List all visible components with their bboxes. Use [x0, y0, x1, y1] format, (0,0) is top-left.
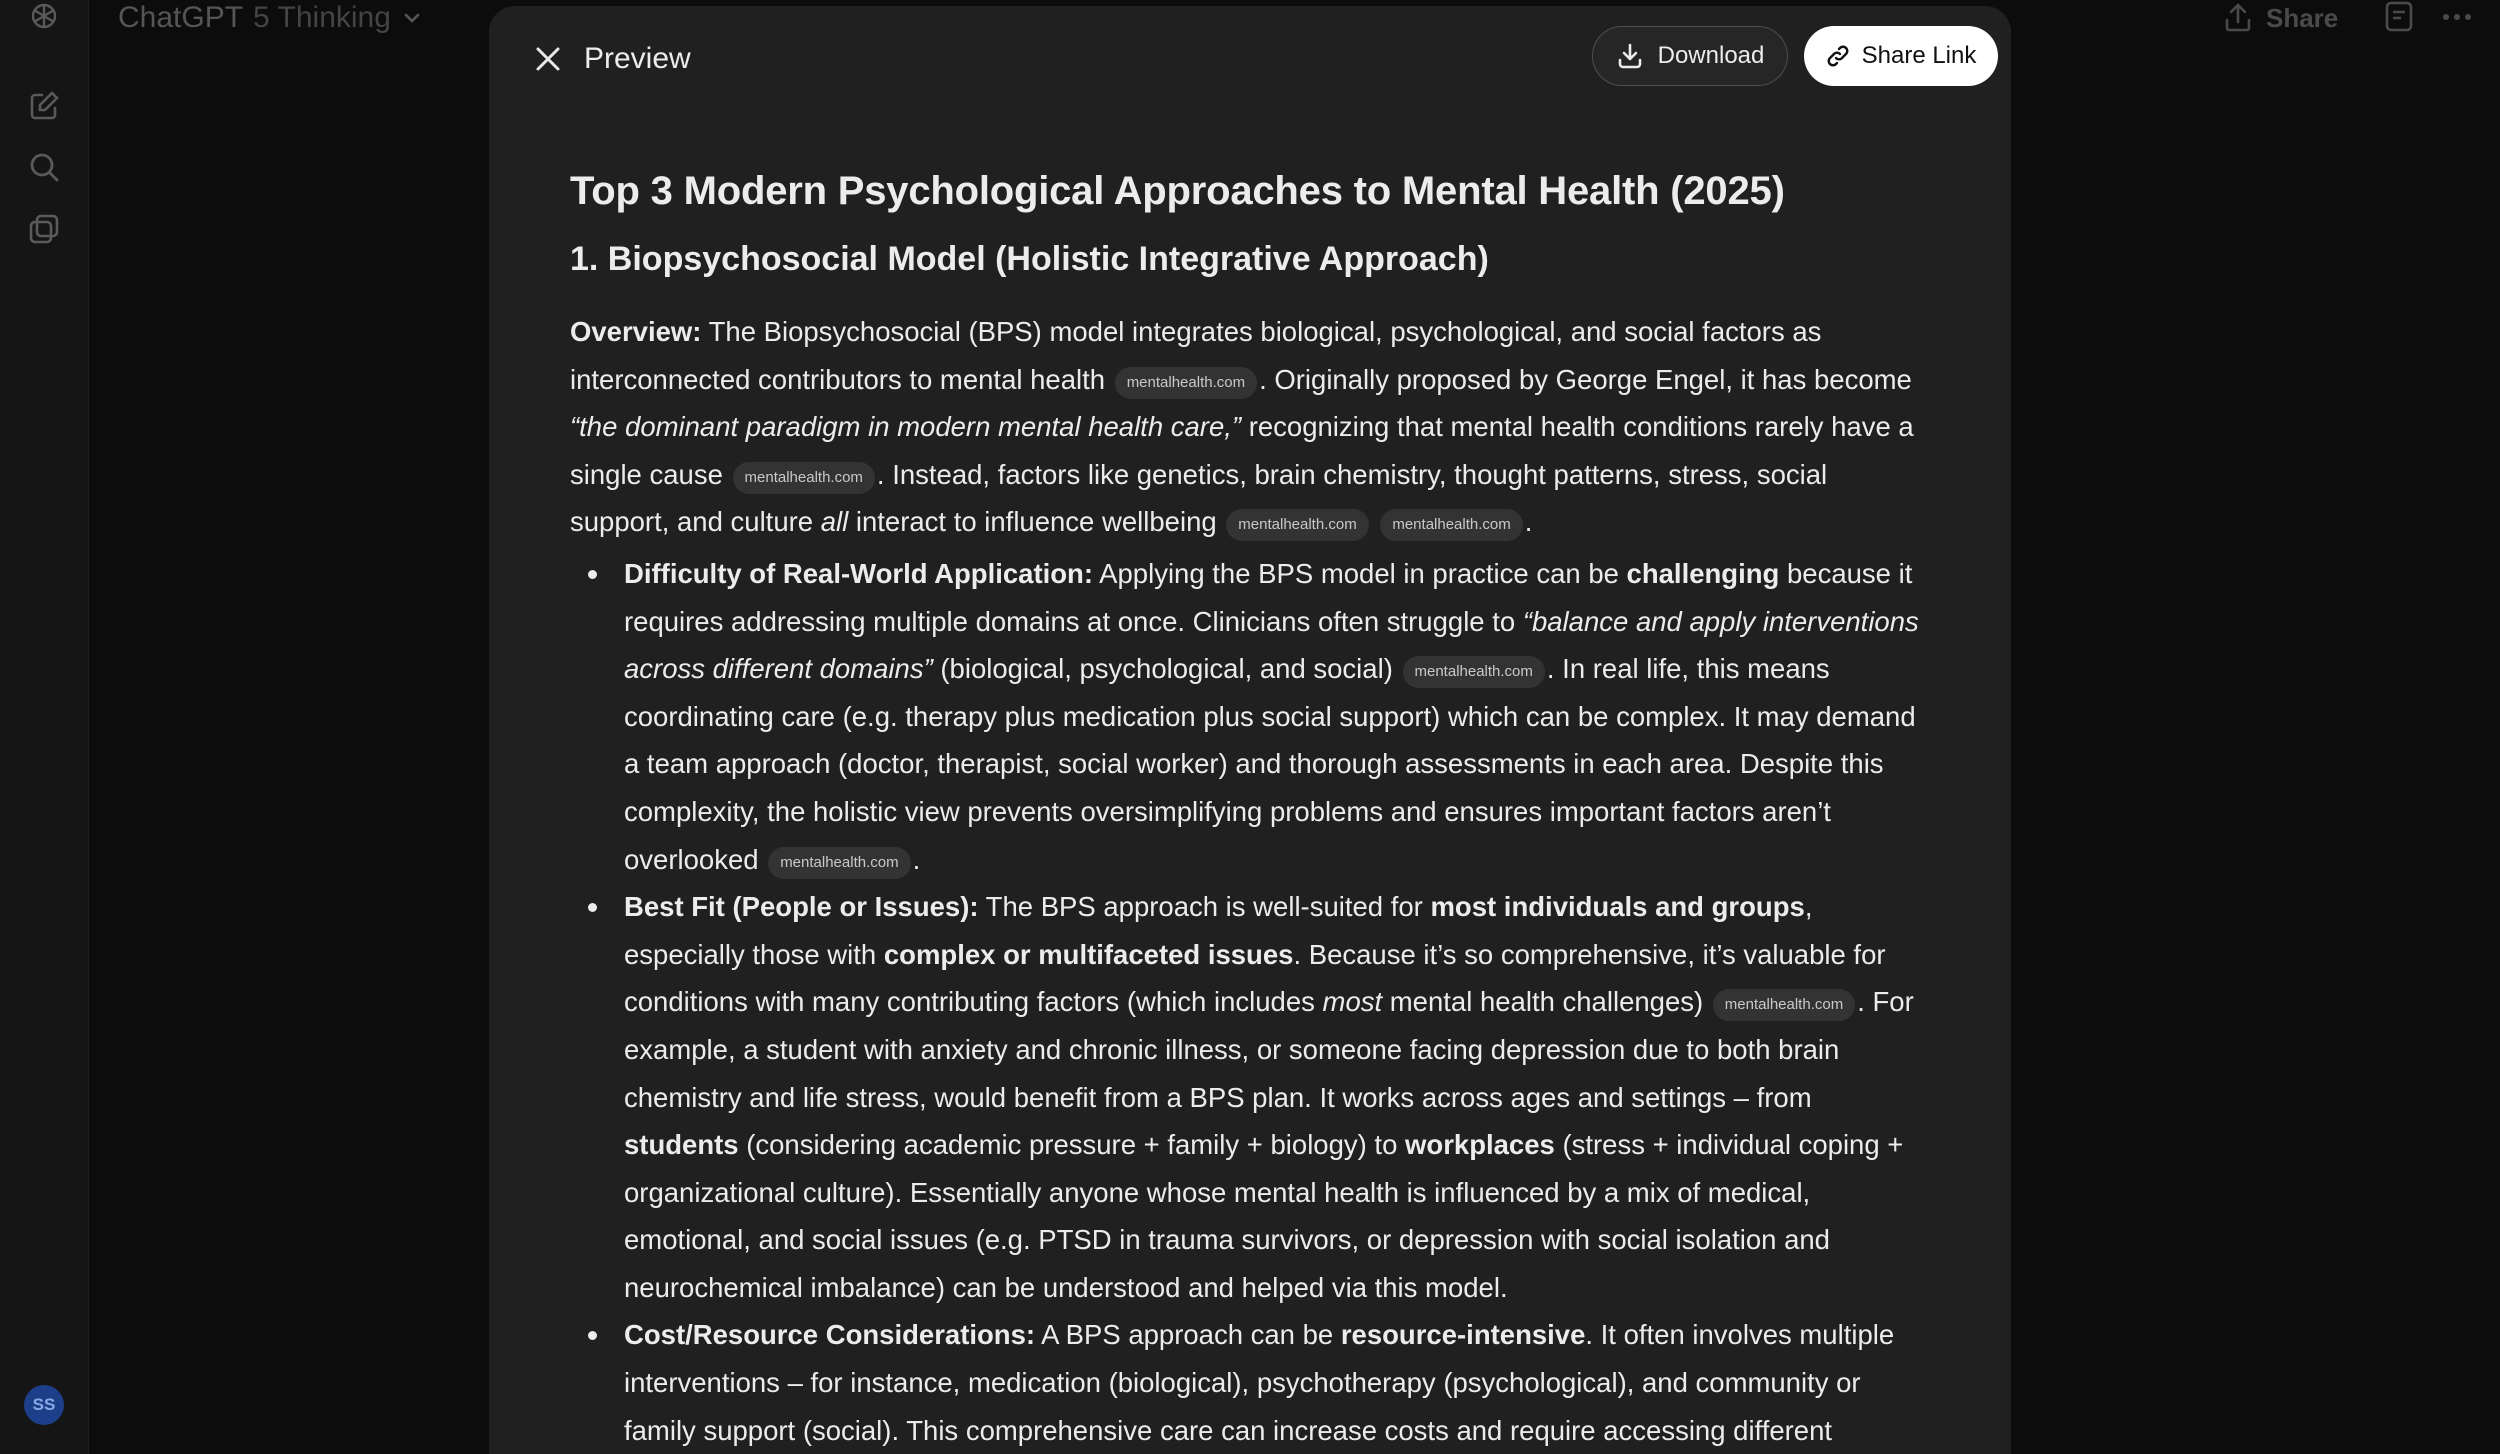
overview-paragraph	[570, 308, 1930, 546]
download-button[interactable]	[1592, 26, 1788, 86]
bold-text: students	[624, 1129, 739, 1161]
quote: “the dominant paradigm in modern mental health care,”	[570, 411, 1242, 443]
text: Applying the BPS model in practice can be	[1093, 557, 1627, 589]
openai-logo-icon[interactable]	[26, 0, 62, 36]
model-name: 5 Thinking	[253, 1, 391, 34]
citation-pill[interactable]: mentalhealth.com	[1403, 656, 1545, 688]
citation-pill[interactable]: mentalhealth.com	[1713, 989, 1855, 1021]
text: . In real life, this means coordinating care (e.g. therapy plus medication plus social support) which can be complex. It may demand a team approach (doctor, therapist, social worker) and thorough assessments in each area. Despite this complexity, the holistic view prevents oversimplifying problems and ensures important factors aren’t overlooked	[624, 653, 1916, 875]
text: A BPS approach can be	[1035, 1319, 1341, 1351]
share-label: Share	[2266, 2, 2339, 33]
bold-text: workplaces	[1405, 1129, 1555, 1161]
library-icon[interactable]	[26, 211, 62, 247]
avatar[interactable]: SS	[24, 1385, 64, 1425]
text: (biological, psychological, and social)	[932, 653, 1401, 685]
bullet-list	[570, 550, 1930, 1454]
text: . For example, a student with anxiety and chronic illness, or someone facing depression due to both brain chemistry and life stress, would benefit from a BPS plan. It works across ages and settings – from	[624, 986, 1914, 1113]
document-title: Top 3 Modern Psychological Approaches to Mental Health (2025)	[570, 169, 1785, 213]
quote: “balance and apply interventions across different domains”	[624, 605, 1919, 685]
list-item	[624, 883, 1930, 1311]
bullet-label: Difficulty of Real-World Application:	[624, 557, 1094, 589]
bold-text: complex or multifaceted issues	[883, 938, 1294, 970]
bold-text: challenging	[1626, 557, 1780, 589]
new-chat-icon[interactable]	[26, 88, 62, 124]
modal-title: Preview	[584, 42, 691, 75]
share-link-button[interactable]	[1804, 26, 1998, 86]
text: The BPS approach is well-suited for	[978, 891, 1431, 923]
modal-header	[489, 6, 2011, 104]
text: because it requires addressing multiple domains at once. Clinicians often struggle to	[624, 557, 1913, 637]
close-icon	[532, 43, 564, 75]
list-item	[624, 1311, 1930, 1454]
text: mental health challenges)	[1382, 986, 1711, 1018]
close-button[interactable]	[525, 36, 571, 82]
text: . Because it’s so comprehensive, it’s valuable for conditions with many contributing factors (which includes	[624, 938, 1886, 1018]
bullet-label: Cost/Resource Considerations:	[624, 1319, 1036, 1351]
more-options-icon[interactable]	[2440, 0, 2474, 34]
download-icon	[1616, 42, 1644, 70]
list-item	[624, 550, 1930, 883]
emphasis: all	[820, 506, 849, 538]
link-icon	[1826, 44, 1850, 68]
text: . Originally proposed by George Engel, it has become	[1259, 363, 1912, 395]
bold-text: most individuals and groups	[1430, 891, 1805, 923]
upload-icon	[2222, 2, 2254, 34]
chevron-down-icon	[401, 7, 423, 29]
text: The Biopsychosocial (BPS) model integrates biological, psychological, and social factors as interconnected contributors to mental health	[570, 316, 1822, 395]
text: recognizing that mental health conditions rarely have a single cause	[570, 411, 1914, 490]
bullet-label: Best Fit (People or Issues):	[624, 891, 979, 923]
canvas-icon[interactable]	[2382, 0, 2416, 34]
search-icon[interactable]	[26, 149, 62, 185]
text: .	[1524, 506, 1533, 538]
citation-pill[interactable]: mentalhealth.com	[1380, 509, 1522, 541]
overview-label: Overview:	[570, 316, 702, 347]
document-body	[570, 158, 1930, 1454]
text: . Instead, factors like genetics, brain chemistry, thought patterns, stress, social support, and culture	[570, 458, 1828, 538]
section-heading: 1. Biopsychosocial Model (Holistic Integrative Approach)	[570, 240, 1489, 278]
text: .	[912, 843, 921, 875]
share-button[interactable]	[2222, 0, 2338, 36]
text: (stress + individual coping + organizational culture). Essentially anyone whose mental health is influenced by a mix of medical, emotional, and social issues (e.g. PTSD in trauma survivors, or depression with social isolation and neurochemical imbalance) can be understood and helped via this model.	[624, 1129, 1904, 1303]
text: (considering academic pressure + family + biology) to	[738, 1129, 1406, 1161]
app-title: ChatGPT	[118, 1, 244, 34]
preview-modal	[489, 6, 2011, 1454]
emphasis: most	[1322, 986, 1383, 1018]
model-selector[interactable]	[118, 0, 423, 36]
text: , especially those with	[624, 891, 1813, 970]
sidebar-rail	[0, 0, 89, 1454]
bold-text: resource-intensive	[1340, 1319, 1586, 1351]
citation-pill[interactable]: mentalhealth.com	[1226, 509, 1368, 541]
citation-pill[interactable]: mentalhealth.com	[733, 462, 875, 494]
text: interact to influence wellbeing	[848, 506, 1225, 538]
text: . It often involves multiple interventions – for instance, medication (biological), psychotherapy (psychological), and community or family support (social). This comprehensive care can increase costs and require accessing different	[624, 1319, 1895, 1446]
download-label: Download	[1657, 42, 1765, 69]
citation-pill[interactable]: mentalhealth.com	[1115, 367, 1257, 399]
share-link-label: Share Link	[1861, 42, 1977, 69]
citation-pill[interactable]: mentalhealth.com	[768, 847, 910, 879]
